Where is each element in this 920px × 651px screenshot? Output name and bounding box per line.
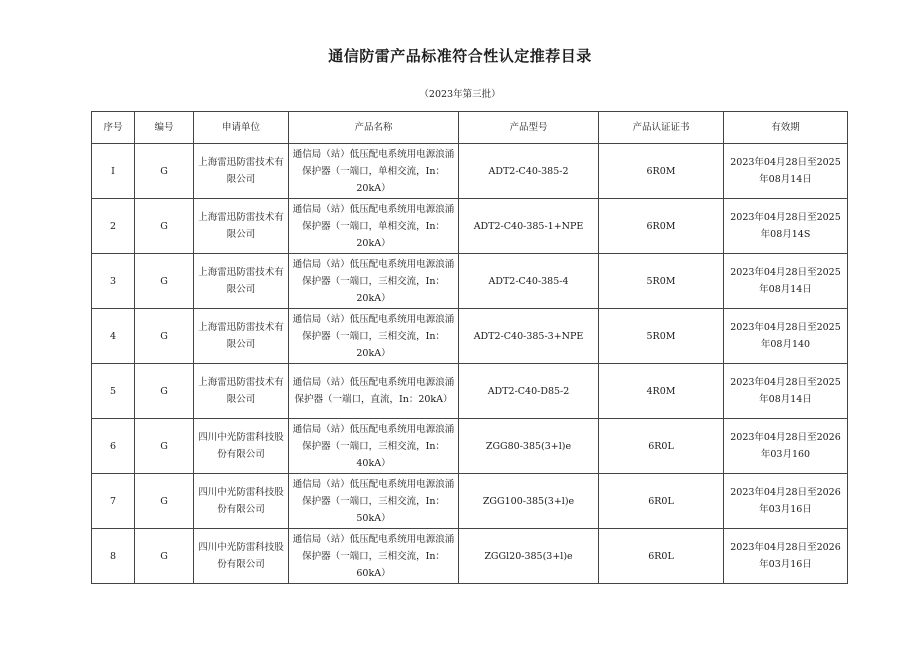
- table-row: [92, 419, 848, 474]
- table-row: [92, 529, 848, 584]
- cell-index: 7: [92, 474, 135, 529]
- cell-index: 8: [92, 529, 135, 584]
- cell-product-name: 通信局（站）低压配电系统用电源浪涌保护器（一端口，三相交流，In：50kA）: [289, 474, 459, 529]
- cell-applicant: 四川中光防雷科技股份有限公司: [194, 529, 289, 584]
- document-title: 通信防雷产品标准符合性认定推荐目录: [328, 47, 592, 65]
- cell-code: G: [135, 474, 194, 529]
- header-validity: 有效期: [724, 112, 848, 144]
- cell-certificate: 5R0M: [599, 309, 724, 364]
- cell-index: 3: [92, 254, 135, 309]
- cell-applicant: 上海雷迅防雷技术有限公司: [194, 364, 289, 419]
- cell-product-model: ADT2-C40-385-4: [459, 254, 599, 309]
- cell-product-model: ADT2-C40-D85-2: [459, 364, 599, 419]
- table-row: [92, 254, 848, 309]
- header-index: 序号: [92, 112, 135, 144]
- table-row: [92, 309, 848, 364]
- cell-validity: 2023年04月28日至2025年08月140: [724, 309, 848, 364]
- cell-validity: 2023年04月28日至2026年03月16日: [724, 529, 848, 584]
- document-subtitle: （2023年第三批）: [419, 89, 501, 100]
- cell-applicant: 上海雷迅防雷技术有限公司: [194, 309, 289, 364]
- cell-applicant: 上海雷迅防雷技术有限公司: [194, 199, 289, 254]
- cell-certificate: 6R0M: [599, 144, 724, 199]
- cell-validity: 2023年04月28日至2025年08月14日: [724, 364, 848, 419]
- cell-validity: 2023年04月28日至2025年08月14S: [724, 199, 848, 254]
- cell-product-model: ADT2-C40-385-3+NPE: [459, 309, 599, 364]
- cell-validity: 2023年04月28日至2025年08月14日: [724, 144, 848, 199]
- cell-product-name: 通信局（站）低压配电系统用电源浪涌保护器（一端口，三相交流，In：20kA）: [289, 309, 459, 364]
- cell-code: G: [135, 199, 194, 254]
- catalog-table: [91, 111, 848, 584]
- cell-validity: 2023年04月28日至2026年03月160: [724, 419, 848, 474]
- cell-product-model: ADT2-C40-385-1+NPE: [459, 199, 599, 254]
- cell-applicant: 四川中光防雷科技股份有限公司: [194, 474, 289, 529]
- table-header-row: [92, 112, 848, 144]
- table-row: [92, 199, 848, 254]
- cell-product-name: 通信局（站）低压配电系统用电源浪涌保护器（一端口，单相交流，In：20kA）: [289, 144, 459, 199]
- cell-applicant: 四川中光防雷科技股份有限公司: [194, 419, 289, 474]
- cell-product-name: 通信局（站）低压配电系统用电源浪涌保护器（一端口，直流，In：20kA）: [289, 364, 459, 419]
- cell-applicant: 上海雷迅防雷技术有限公司: [194, 144, 289, 199]
- header-applicant: 申请单位: [194, 112, 289, 144]
- table-row: [92, 364, 848, 419]
- table-row: [92, 144, 848, 199]
- cell-index: 5: [92, 364, 135, 419]
- header-product-model: 产品型号: [459, 112, 599, 144]
- cell-product-name: 通信局（站）低压配电系统用电源浪涌保护器（一端口，三相交流，In：20kA）: [289, 254, 459, 309]
- cell-index: 4: [92, 309, 135, 364]
- cell-certificate: 6R0L: [599, 529, 724, 584]
- cell-code: G: [135, 309, 194, 364]
- cell-validity: 2023年04月28日至2025年08月14日: [724, 254, 848, 309]
- cell-product-model: ADT2-C40-385-2: [459, 144, 599, 199]
- cell-product-name: 通信局（站）低压配电系统用电源浪涌保护器（一端口，三相交流，In：40kA）: [289, 419, 459, 474]
- cell-certificate: 6R0L: [599, 474, 724, 529]
- cell-index: I: [92, 144, 135, 199]
- cell-index: 2: [92, 199, 135, 254]
- cell-code: G: [135, 254, 194, 309]
- header-product-name: 产品名称: [289, 112, 459, 144]
- cell-code: G: [135, 144, 194, 199]
- cell-validity: 2023年04月28日至2026年03月16日: [724, 474, 848, 529]
- cell-certificate: 5R0M: [599, 254, 724, 309]
- header-certificate: 产品认证证书: [599, 112, 724, 144]
- table-row: [92, 474, 848, 529]
- cell-product-model: ZGGl20-385(3+l)e: [459, 529, 599, 584]
- cell-product-model: ZGG100-385(3+l)e: [459, 474, 599, 529]
- cell-applicant: 上海雷迅防雷技术有限公司: [194, 254, 289, 309]
- cell-code: G: [135, 419, 194, 474]
- header-code: 编号: [135, 112, 194, 144]
- cell-certificate: 6R0L: [599, 419, 724, 474]
- cell-product-name: 通信局（站）低压配电系统用电源浪涌保护器（一端口，三相交流，In：60kA）: [289, 529, 459, 584]
- cell-certificate: 6R0M: [599, 199, 724, 254]
- cell-code: G: [135, 364, 194, 419]
- cell-code: G: [135, 529, 194, 584]
- cell-certificate: 4R0M: [599, 364, 724, 419]
- cell-product-name: 通信局（站）低压配电系统用电源浪涌保护器（一端口，单相交流，In：20kA）: [289, 199, 459, 254]
- cell-index: 6: [92, 419, 135, 474]
- cell-product-model: ZGG80-385(3+l)e: [459, 419, 599, 474]
